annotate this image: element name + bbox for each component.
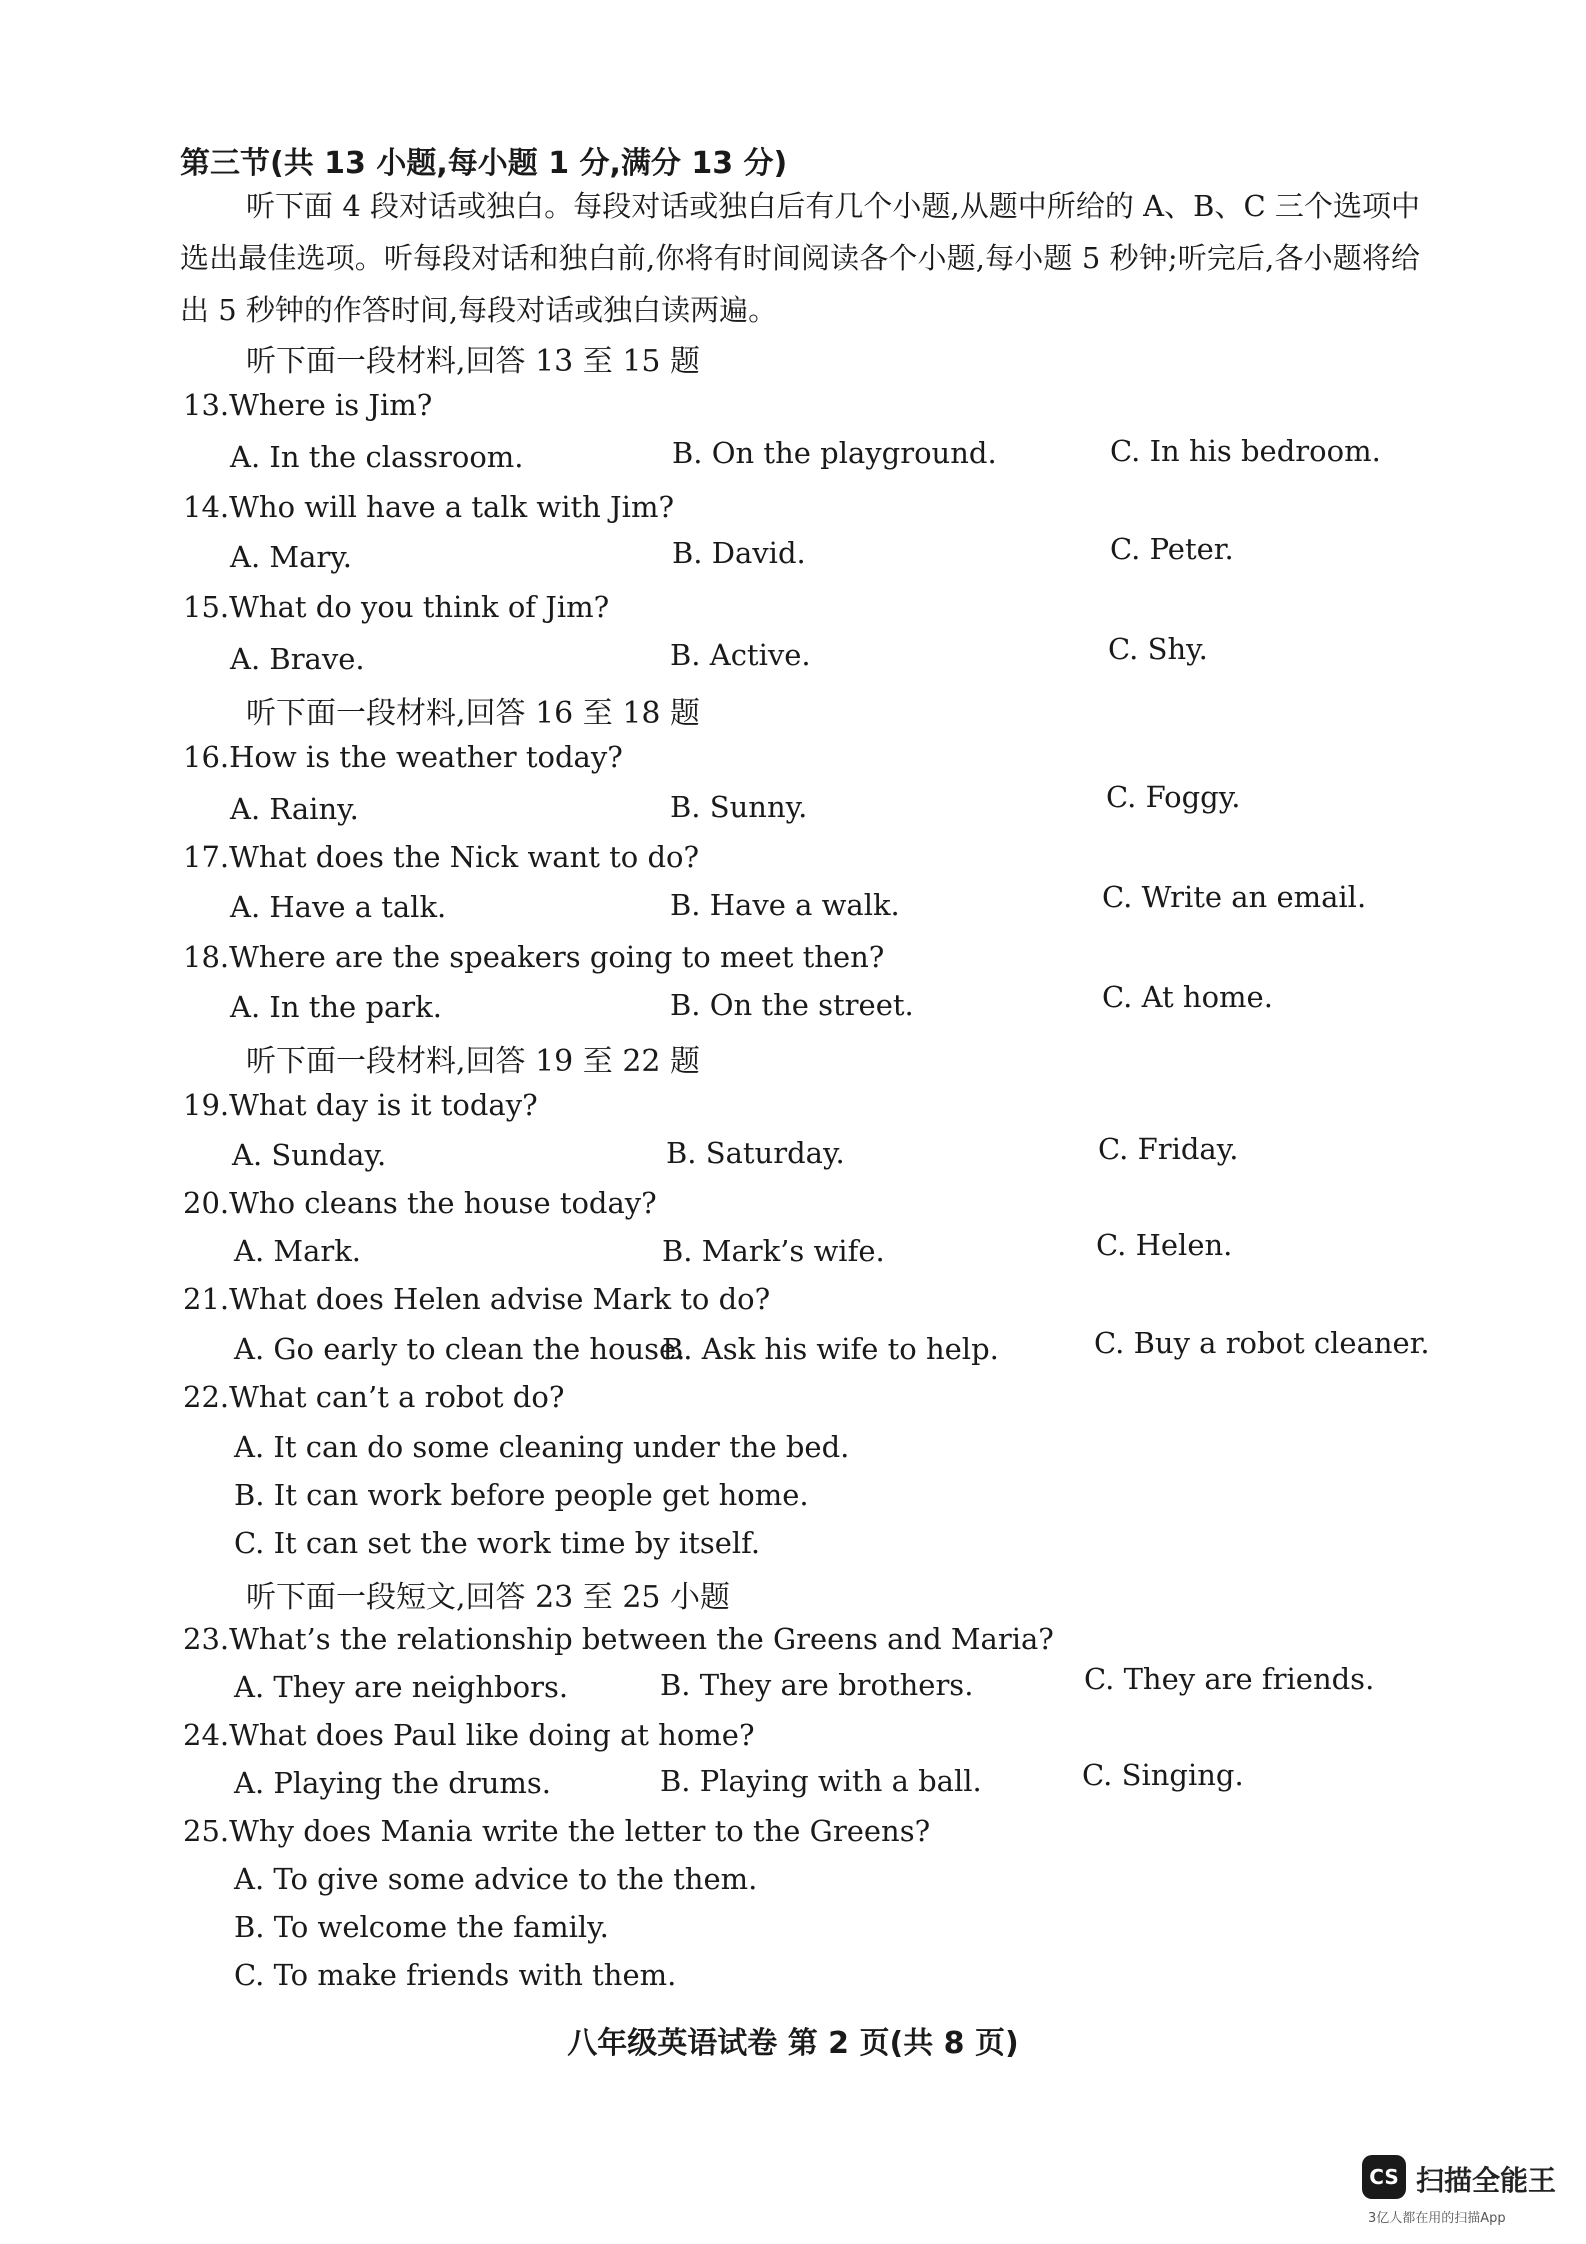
group-heading: 听下面一段短文,回答 23 至 25 小题 (246, 1580, 731, 1615)
group-heading: 听下面一段材料,回答 16 至 18 题 (246, 696, 701, 731)
section-instructions: 听下面 4 段对话或独白。每段对话或独白后有几个小题,从题中所给的 A、B、C 三个选项中选出最佳选项。听每段对话和独白前,你将有时间阅读各个小题,每小题 5 秒钟;听完后,各小题将给出 5 秒钟的作答时间,每段对话或独白读两遍。 (180, 189, 1420, 327)
option-b: B. To welcome the family. (234, 1910, 609, 1944)
question-text: What does Helen advise Mark to do? (229, 1282, 771, 1316)
option-a: A. In the park. (230, 990, 442, 1024)
question-number: 19. (183, 1088, 230, 1122)
question-text: How is the weather today? (229, 740, 623, 774)
question-text: What can’t a robot do? (229, 1380, 565, 1414)
question-25 (183, 1814, 930, 1848)
option-c: C. Helen. (1096, 1228, 1233, 1262)
option-b: B. Mark’s wife. (662, 1234, 885, 1268)
question-number: 18. (183, 940, 230, 974)
question-text: What do you think of Jim? (229, 590, 610, 624)
option-b: B. On the street. (670, 988, 914, 1022)
option-c: C. To make friends with them. (234, 1958, 677, 1992)
option-c: C. Write an email. (1102, 880, 1367, 914)
scanner-watermark (1362, 2155, 1562, 2225)
question-text: What does the Nick want to do? (229, 840, 700, 874)
option-c: C. It can set the work time by itself. (234, 1526, 761, 1560)
question-number: 17. (183, 840, 230, 874)
option-a: A. Mary. (230, 540, 352, 574)
watermark-subtitle: 3亿人都在用的扫描App (1368, 2211, 1506, 2226)
question-number: 16. (183, 740, 230, 774)
option-c: C. Foggy. (1106, 780, 1241, 814)
option-b: B. Playing with a ball. (660, 1764, 982, 1798)
option-a: A. Sunday. (232, 1138, 387, 1172)
option-a: A. To give some advice to the them. (234, 1862, 758, 1896)
question-number: 24. (183, 1718, 230, 1752)
question-number: 15. (183, 590, 230, 624)
option-c: C. Peter. (1110, 532, 1234, 566)
question-20 (183, 1186, 657, 1220)
question-number: 23. (183, 1622, 230, 1656)
question-number: 13. (183, 388, 230, 422)
question-13 (183, 388, 432, 422)
question-22 (183, 1380, 564, 1414)
camscanner-logo-icon: CS (1362, 2155, 1406, 2199)
option-c: C. Friday. (1098, 1132, 1239, 1166)
group-heading: 听下面一段材料,回答 13 至 15 题 (246, 344, 701, 379)
option-a: A. Brave. (230, 642, 365, 676)
question-number: 21. (183, 1282, 230, 1316)
option-c: C. Buy a robot cleaner. (1094, 1326, 1430, 1360)
question-text: What’s the relationship between the Greens and Maria? (229, 1622, 1054, 1656)
option-a: A. It can do some cleaning under the bed. (234, 1430, 850, 1464)
option-c: C. They are friends. (1084, 1662, 1375, 1696)
option-c: C. Shy. (1108, 632, 1208, 666)
group-heading: 听下面一段材料,回答 19 至 22 题 (246, 1044, 701, 1079)
question-text: What day is it today? (229, 1088, 538, 1122)
question-text: Who will have a talk with Jim? (229, 490, 674, 524)
question-14 (183, 490, 674, 524)
option-a: A. Rainy. (230, 792, 359, 826)
option-a: A. They are neighbors. (234, 1670, 569, 1704)
question-text: Where are the speakers going to meet then? (229, 940, 885, 974)
question-23 (183, 1622, 1054, 1656)
question-text: What does Paul like doing at home? (229, 1718, 755, 1752)
option-c: C. Singing. (1082, 1758, 1244, 1792)
question-16 (183, 740, 623, 774)
question-number: 22. (183, 1380, 230, 1414)
question-number: 20. (183, 1186, 230, 1220)
question-text: Where is Jim? (229, 388, 433, 422)
option-b: B. Ask his wife to help. (662, 1332, 999, 1366)
question-15 (183, 590, 609, 624)
page-footer: 八年级英语试卷 第 2 页(共 8 页) (567, 2026, 1019, 2061)
question-21 (183, 1282, 770, 1316)
option-b: B. Sunny. (670, 790, 808, 824)
question-17 (183, 840, 699, 874)
question-number: 25. (183, 1814, 230, 1848)
watermark-name: 扫描全能王 (1416, 2164, 1557, 2197)
option-b: B. Active. (670, 638, 811, 672)
question-text: Who cleans the house today? (229, 1186, 657, 1220)
section-title: 第三节(共 13 小题,每小题 1 分,满分 13 分) (180, 146, 788, 181)
option-a: A. Mark. (234, 1234, 362, 1268)
option-a: A. In the classroom. (230, 440, 524, 474)
option-b: B. It can work before people get home. (234, 1478, 809, 1512)
question-19 (183, 1088, 538, 1122)
option-a: A. Playing the drums. (234, 1766, 551, 1800)
question-24 (183, 1718, 755, 1752)
option-b: B. Saturday. (666, 1136, 845, 1170)
question-text: Why does Mania write the letter to the Greens? (229, 1814, 931, 1848)
option-b: B. David. (672, 536, 806, 570)
option-c: C. In his bedroom. (1110, 434, 1381, 468)
option-c: C. At home. (1102, 980, 1273, 1014)
question-number: 14. (183, 490, 230, 524)
option-b: B. On the playground. (672, 436, 997, 470)
question-18 (183, 940, 884, 974)
option-a: A. Go early to clean the house. (234, 1332, 686, 1366)
option-b: B. They are brothers. (660, 1668, 974, 1702)
option-b: B. Have a walk. (670, 888, 900, 922)
option-a: A. Have a talk. (230, 890, 447, 924)
